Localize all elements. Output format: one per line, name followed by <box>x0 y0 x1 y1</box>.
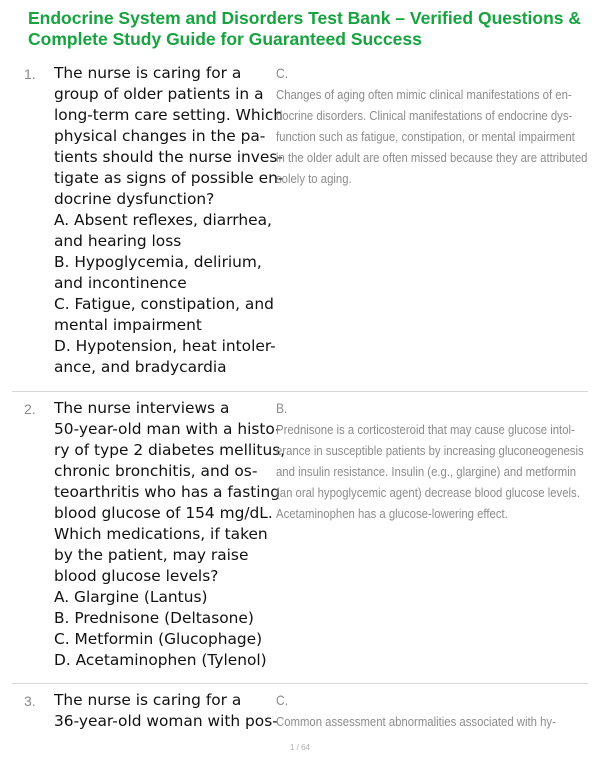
option-line: mental impairment <box>54 316 202 334</box>
question-line: tigate as signs of possible en- <box>54 169 284 187</box>
rationale-line: erance in susceptible patients by increasing gluconeogenesis <box>276 443 584 458</box>
question-line: 36-year-old woman with pos- <box>54 712 278 730</box>
rationale-line: Acetaminophen has a glucose-lowering effect. <box>276 506 508 521</box>
question-number: 2. <box>24 401 36 417</box>
option-line: B. Prednisone (Deltasone) <box>54 609 254 627</box>
question-line: The nurse is caring for a <box>54 691 242 709</box>
question-line: 50-year-old man with a histo- <box>54 420 281 438</box>
option-line: and hearing loss <box>54 232 182 250</box>
question-number: 3. <box>24 693 36 709</box>
option-line: B. Hypoglycemia, delirium, <box>54 253 262 271</box>
question-text <box>54 63 284 378</box>
question-line: Which medications, if taken <box>54 525 268 543</box>
answer-letter: B. <box>276 400 288 416</box>
option-line: A. Glargine (Lantus) <box>54 588 208 606</box>
question-line: ry of type 2 diabetes mellitus, <box>54 441 286 459</box>
question-line: group of older patients in a <box>54 85 264 103</box>
option-line: D. Acetaminophen (Tylenol) <box>54 651 267 669</box>
title-line: Complete Study Guide for Guaranteed Success <box>28 29 422 49</box>
page-number: 1 / 64 <box>289 743 310 752</box>
answer-rationale <box>276 398 584 524</box>
rationale-line: Prednisone is a corticosteroid that may cause glucose intol- <box>276 422 575 437</box>
question-number: 1. <box>24 66 36 82</box>
title-line: Endocrine System and Disorders Test Bank – Verified Questions & <box>28 8 582 28</box>
question-line: blood glucose levels? <box>54 567 219 585</box>
answer-rationale <box>276 63 588 189</box>
question-line: The nurse interviews a <box>54 399 230 417</box>
rationale-line: Changes of aging often mimic clinical manifestations of en- <box>276 87 572 102</box>
question-line: tients should the nurse inves- <box>54 148 283 166</box>
question-line: blood glucose of 154 mg/dL. <box>54 504 273 522</box>
question-divider <box>12 683 588 684</box>
option-line: ance, and bradycardia <box>54 358 227 376</box>
question-line: The nurse is caring for a <box>54 64 242 82</box>
question-divider <box>12 391 588 392</box>
question-line: chronic bronchitis, and os- <box>54 462 258 480</box>
rationale-line: function such as fatigue, constipation, or mental impairment <box>276 129 575 144</box>
question-line: teoarthritis who has a fasting <box>54 483 281 501</box>
rationale-line: Common assessment abnormalities associated with hy- <box>276 714 556 729</box>
document-title <box>28 8 598 50</box>
option-line: and incontinence <box>54 274 187 292</box>
question-text <box>54 690 278 732</box>
answer-letter: C. <box>276 692 289 708</box>
rationale-line: in the older adult are often missed because they are attributed <box>276 150 588 165</box>
question-line: physical changes in the pa- <box>54 127 266 145</box>
rationale-line: solely to aging. <box>276 171 352 186</box>
answer-letter: C. <box>276 65 289 81</box>
option-line: A. Absent reflexes, diarrhea, <box>54 211 272 229</box>
question-line: long-term care setting. Which <box>54 106 284 124</box>
rationale-line: (an oral hypoglycemic agent) decrease blood glucose levels. <box>276 485 580 500</box>
option-line: C. Metformin (Glucophage) <box>54 630 263 648</box>
question-line: by the patient, may raise <box>54 546 249 564</box>
option-line: C. Fatigue, constipation, and <box>54 295 274 313</box>
answer-rationale <box>276 690 556 732</box>
question-line: docrine dysfunction? <box>54 190 215 208</box>
rationale-line: docrine disorders. Clinical manifestations of endocrine dys- <box>276 108 573 123</box>
option-line: D. Hypotension, heat intoler- <box>54 337 276 355</box>
question-text <box>54 398 286 671</box>
rationale-line: and insulin resistance. Insulin (e.g., glargine) and metformin <box>276 464 577 479</box>
